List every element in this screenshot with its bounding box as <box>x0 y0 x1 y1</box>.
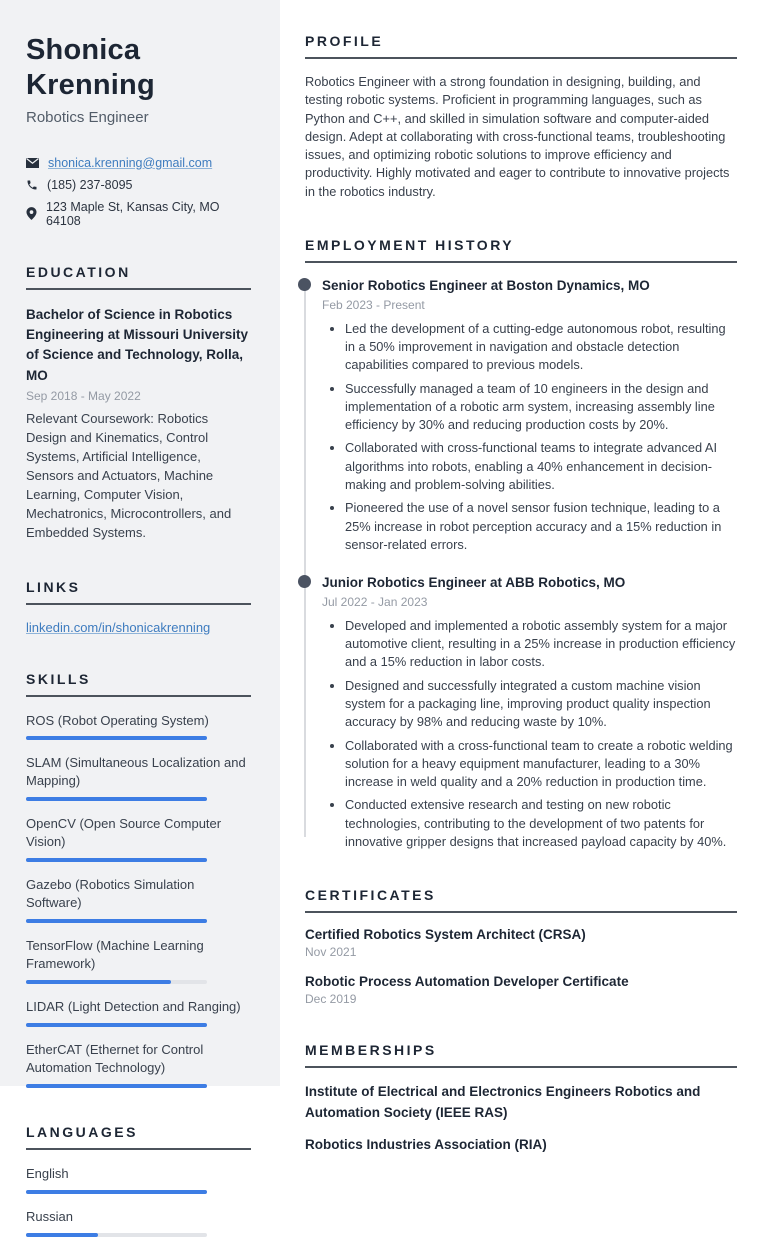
job-bullet-list <box>322 320 737 555</box>
skill-bar-fill <box>26 1023 207 1027</box>
skill-item <box>26 754 251 801</box>
skill-name: OpenCV (Open Source Computer Vision) <box>26 816 222 850</box>
job-title: Senior Robotics Engineer at Boston Dynamics, MO <box>322 278 650 294</box>
certificate-date: Nov 2021 <box>305 945 357 960</box>
profile-heading: PROFILE <box>305 33 737 59</box>
job-bullet-list <box>322 617 737 852</box>
languages-section <box>26 1124 251 1237</box>
skill-bar-fill <box>26 797 207 801</box>
contact-info <box>26 156 251 228</box>
skill-bar-track <box>26 858 207 862</box>
job-bullet: • Developed and implemented a robotic assembly system for a major automotive client, resulting in a 25% increase in production efficiency and a 15% reduction in labor costs. <box>345 617 737 672</box>
job-bullet: • Designed and successfully integrated a custom machine vision system for a packaging line, improving product quality inspection accuracy by 98% and reducing waste by 10%. <box>345 677 737 732</box>
skill-name: Gazebo (Robotics Simulation Software) <box>26 877 195 911</box>
language-bar-track <box>26 1233 207 1237</box>
job-entry <box>305 574 737 851</box>
skill-item <box>26 876 251 923</box>
person-name: Shonica Krenning <box>26 34 155 102</box>
education-degree: Bachelor of Science in Robotics Engineering at Missouri University of Science and Technology, Rolla, MO <box>26 306 249 383</box>
main-column <box>305 0 737 1167</box>
education-heading: EDUCATION <box>26 264 251 290</box>
language-bar-track <box>26 1190 207 1194</box>
education-dates: Sep 2018 - May 2022 <box>26 388 141 403</box>
skill-bar-track <box>26 919 207 923</box>
skill-bar-track <box>26 1084 207 1088</box>
skills-heading: SKILLS <box>26 671 251 697</box>
language-name: Russian <box>26 1208 73 1224</box>
phone-icon <box>26 179 38 191</box>
address: 123 Maple St, Kansas City, MO 64108 <box>46 199 220 228</box>
job-dates: Jul 2022 - Jan 2023 <box>322 594 428 609</box>
location-pin-icon <box>26 207 37 220</box>
skill-item <box>26 712 251 741</box>
skill-name: ROS (Robot Operating System) <box>26 712 209 728</box>
skill-bar-fill <box>26 980 171 984</box>
job-bullet: • Collaborated with cross-functional teams to integrate advanced AI algorithms into robots, enabling a 40% enhancement in decision-making and problem-solving abilities. <box>345 439 737 494</box>
certificate-title: Robotic Process Automation Developer Certificate <box>305 974 629 990</box>
sidebar <box>0 0 280 1224</box>
timeline-dot <box>298 278 311 291</box>
skill-name: EtherCAT (Ethernet for Control Automation Technology) <box>26 1041 204 1075</box>
contact-email-row <box>26 156 251 170</box>
job-entry <box>305 277 737 554</box>
certificates-section <box>305 887 737 1006</box>
timeline-dot <box>298 575 311 588</box>
membership-item: Robotics Industries Association (RIA) <box>305 1136 547 1152</box>
skill-name: LIDAR (Light Detection and Ranging) <box>26 998 241 1014</box>
certificate-item <box>305 927 737 959</box>
skill-bar-fill <box>26 1084 207 1088</box>
email-icon <box>26 158 39 168</box>
contact-address-row <box>26 200 251 228</box>
skill-bar-track <box>26 980 207 984</box>
jobs-timeline <box>305 277 737 851</box>
job-title: Junior Robotics Engineer at ABB Robotics, MO <box>322 575 626 591</box>
links-section <box>26 579 251 635</box>
skill-item <box>26 815 251 862</box>
job-bullet: • Pioneered the use of a novel sensor fusion technique, leading to a 25% increase in robot perception accuracy and a 15% reduction in sensor-related errors. <box>345 499 737 554</box>
language-name: English <box>26 1165 69 1181</box>
certificate-item <box>305 974 737 1006</box>
memberships-section <box>305 1042 737 1155</box>
job-bullet: • Successfully managed a team of 10 engineers in the design and implementation of a robotic arm system, increasing assembly line efficiency by 30% and reducing production costs by 20%. <box>345 380 737 435</box>
membership-item: Institute of Electrical and Electronics Engineers Robotics and Automation Society (IEEE RAS) <box>305 1084 701 1120</box>
certificates-heading: CERTIFICATES <box>305 887 737 913</box>
skill-item <box>26 1041 251 1088</box>
skill-bar-fill <box>26 736 207 740</box>
contact-phone-row <box>26 178 251 192</box>
email-link[interactable]: shonica.krenning@gmail.com <box>48 155 213 170</box>
skill-bar-track <box>26 1023 207 1027</box>
job-dates: Feb 2023 - Present <box>322 297 425 312</box>
skill-item <box>26 937 251 984</box>
linkedin-link[interactable]: linkedin.com/in/shonicakrenning <box>26 619 211 635</box>
education-section <box>26 264 251 543</box>
employment-heading: EMPLOYMENT HISTORY <box>305 237 737 263</box>
language-bar-fill <box>26 1190 207 1194</box>
language-item <box>26 1208 251 1237</box>
language-bar-fill <box>26 1233 98 1237</box>
memberships-heading: MEMBERSHIPS <box>305 1042 737 1068</box>
skill-bar-fill <box>26 858 207 862</box>
certificate-title: Certified Robotics System Architect (CRSA) <box>305 927 586 943</box>
employment-section <box>305 237 737 851</box>
skills-section <box>26 671 251 1088</box>
skill-bar-track <box>26 736 207 740</box>
job-bullet: • Led the development of a cutting-edge autonomous robot, resulting in a 50% improvement in navigation and obstacle detection capabilities compared to previous models. <box>345 320 737 375</box>
skill-bar-track <box>26 797 207 801</box>
profile-text: Robotics Engineer with a strong foundation in designing, building, and testing robotic systems. Proficient in programming languages, such as Python and C++, and skilled in simulation software and computer-aided design. Adept at collaborating with cross-functional teams, troubleshooting issues, and optimizing robotic solutions to improve efficiency and productivity. Highly motivated and eager to contribute to innovative projects in the robotics industry. <box>305 74 730 199</box>
skill-name: SLAM (Simultaneous Localization and Mapping) <box>26 755 246 789</box>
language-item <box>26 1165 251 1194</box>
profile-section <box>305 33 737 201</box>
skill-item <box>26 998 251 1027</box>
education-description: Relevant Coursework: Robotics Design and Kinematics, Control Systems, Artificial Intelligence, Sensors and Actuators, Machine Learning, Computer Vision, Mechatronics, Microcontrollers, and Embedded Systems. <box>26 410 232 540</box>
links-heading: LINKS <box>26 579 251 605</box>
job-bullet: • Collaborated with a cross-functional team to create a robotic welding solution for a heavy equipment manufacturer, leading to a 30% increase in weld quality and a 20% reduction in production time. <box>345 737 737 792</box>
certificate-date: Dec 2019 <box>305 992 357 1007</box>
skill-name: TensorFlow (Machine Learning Framework) <box>26 938 204 972</box>
person-job-title: Robotics Engineer <box>26 108 149 126</box>
languages-heading: LANGUAGES <box>26 1124 251 1150</box>
skill-bar-fill <box>26 919 207 923</box>
phone-number: (185) 237-8095 <box>47 177 133 192</box>
job-bullet: • Conducted extensive research and testing on new robotic technologies, contributing to the development of two patents for innovative gripper designs that increased payload capacity by 40%. <box>345 796 737 851</box>
